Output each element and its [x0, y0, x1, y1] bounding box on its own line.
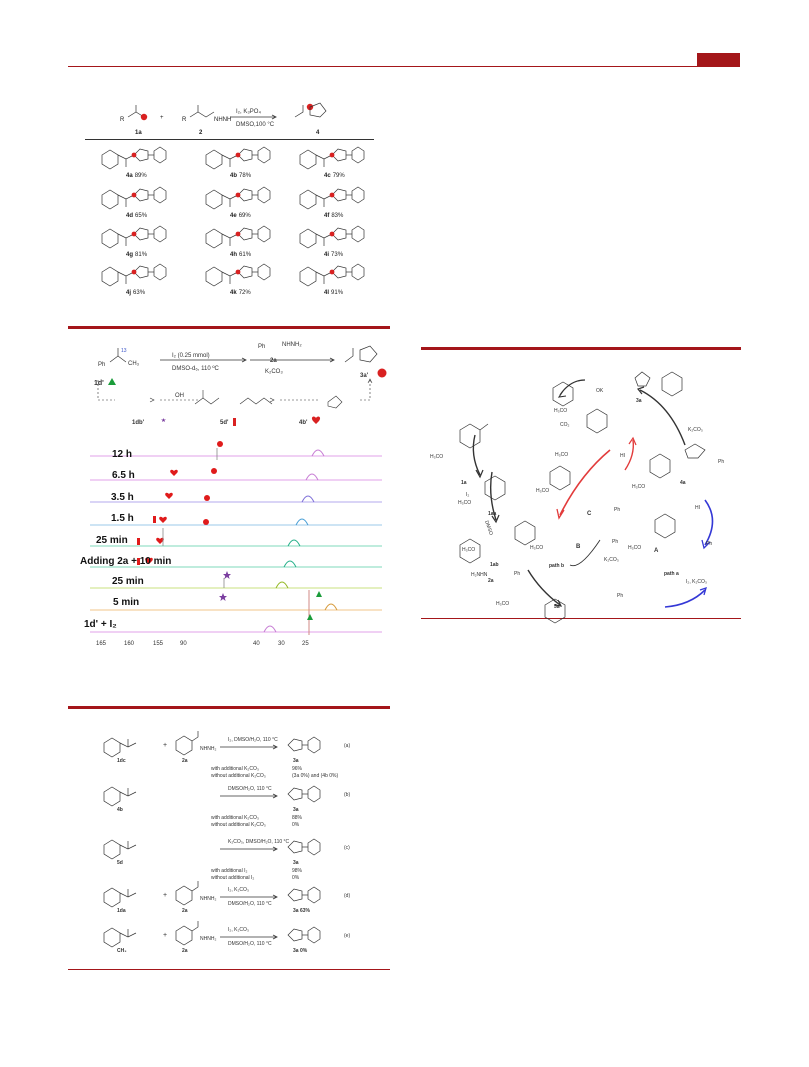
control-product-label: 3a 0%: [293, 948, 308, 954]
product-structure-icon: [196, 222, 286, 252]
control-conditions-2: DMSO/H₂O, 110 °C: [228, 941, 272, 947]
product-structure-icon: [290, 260, 380, 290]
scope-product-yield: 73%: [331, 252, 344, 258]
mech-ome-5: H₃CO: [554, 408, 568, 414]
mechanism-top-rule: [421, 347, 741, 350]
mech-label-1aa: 1aa: [488, 511, 497, 517]
control-tag: (a): [344, 743, 351, 749]
nmr-marker-circle: [204, 495, 210, 501]
nmr-int1: 1db': [132, 420, 145, 426]
scope-product-label: [324, 290, 343, 296]
control-note: with additional I₂: [211, 868, 248, 874]
scope-product-id: 4d: [126, 213, 134, 219]
control-conditions: DMSO/H₂O, 110 °C: [228, 786, 272, 792]
nmr-marker-circle: [211, 468, 217, 474]
mech-ome-2: H₃CO: [458, 500, 472, 506]
scope-product-id: 4h: [230, 252, 238, 258]
nmr-reagent-top: I₂ (0.25 mmol): [172, 353, 210, 359]
nmr-ph-1: Ph: [98, 362, 106, 368]
nmr-trace-label: 5 min: [113, 597, 140, 608]
nmr-marker-star: [223, 571, 231, 579]
nmr-hydrazide: 2a: [270, 358, 277, 364]
control-arrow-icon: [220, 894, 280, 900]
product-structure-icon: [196, 143, 286, 173]
mech-dmso: DMSO: [483, 519, 494, 537]
mech-ome-3: H₃CO: [462, 547, 476, 553]
mech-i2: I₂: [466, 492, 470, 498]
mech-label-A: A: [654, 548, 659, 554]
scope-product-yield: 78%: [239, 173, 252, 179]
scope-product-yield: 83%: [331, 213, 344, 219]
control-nhnh2: NHNH₂: [200, 896, 217, 902]
control-note: without additional K₂CO₃: [211, 822, 266, 828]
control-yield: 0%: [292, 822, 300, 828]
nmr-trace-label: 12 h: [112, 449, 133, 460]
control-note: with additional K₂CO₃: [211, 766, 259, 772]
nmr-trace: [90, 540, 382, 546]
control-reagent-label: 2a: [182, 908, 188, 914]
scope-product-label: [126, 290, 145, 296]
control-bottom-rule: [68, 969, 390, 970]
control-structure-icon: [100, 885, 160, 907]
product-structure-icon: [196, 183, 286, 213]
mech-ok: OK: [596, 388, 604, 394]
control-tag: (b): [344, 792, 351, 798]
scope-product-yield: 89%: [134, 173, 147, 179]
nmr-trace-label: 1d' + I₂: [84, 619, 117, 630]
control-tag: (c): [344, 845, 350, 851]
scope-product-yield: 65%: [135, 213, 148, 219]
control-note: without additional I₂: [211, 875, 255, 881]
control-conditions: I₂, DMSO/H₂O, 110 °C: [228, 737, 278, 743]
nmr-marker-heart: [159, 517, 167, 523]
nmr-product: 3a': [360, 373, 369, 379]
control-product-icon: [286, 782, 326, 804]
control-structure-icon: [100, 837, 160, 859]
mech-label-1a: 1a: [461, 480, 467, 486]
scheme1-r1: R: [120, 117, 125, 123]
scheme1-start-label: 1a: [135, 130, 142, 136]
nmr-marker-bar: [153, 516, 156, 523]
control-product-icon: [286, 883, 326, 905]
control-arrow-icon: [220, 846, 280, 852]
control-yield: 0%: [292, 875, 300, 881]
mech-ph-5a: Ph: [617, 593, 624, 599]
scope-product-4e: [196, 183, 286, 223]
nmr-trace-label: 25 min: [112, 576, 144, 587]
scope-product-id: 4i: [324, 252, 330, 258]
scope-product-yield: 79%: [332, 173, 345, 179]
nmr-cond-top: DMSO-d₆, 110 ºC: [172, 366, 219, 372]
control-yield: (3a 0%) and (4b 0%): [292, 773, 339, 779]
product-structure-icon: [92, 183, 182, 213]
control-arrow-icon: [220, 744, 280, 750]
control-product-label: 3a: [293, 860, 299, 866]
scope-product-label: [324, 252, 343, 258]
nmr-marker-heart: [170, 470, 178, 476]
nmr-x-tick: 165: [96, 641, 107, 647]
control-substrate-label: 1da: [117, 908, 126, 914]
mech-ome-10: H₃CO: [496, 601, 510, 607]
control-reagent-label: 2a: [182, 758, 188, 764]
scope-product-4j: [92, 260, 182, 300]
control-nhnh2: NHNH₂: [200, 936, 217, 942]
nmr-start: 1d': [94, 380, 104, 387]
nmr-trace: [90, 450, 382, 456]
nmr-marker-circle: [217, 441, 223, 447]
control-substrate-label: CH₃: [117, 948, 127, 954]
scope-product-id: 4k: [230, 290, 237, 296]
scope-product-id: 4e: [230, 213, 237, 219]
nmr-figure-top-rule: [68, 326, 390, 329]
scope-product-id: 4b: [230, 173, 238, 179]
scope-product-4d: [92, 183, 182, 223]
scope-product-4g: [92, 222, 182, 262]
nmr-trace-label: Adding 2a + 10 min: [80, 556, 172, 567]
control-plus: +: [163, 892, 168, 899]
product-structure-icon: [290, 143, 380, 173]
mech-path-a: path a: [664, 571, 679, 577]
mech-ome-8: H₃CO: [632, 484, 646, 490]
scope-product-label: [230, 173, 251, 179]
nmr-base: K₂CO₃: [265, 369, 283, 375]
nmr-marker-circle: [203, 519, 209, 525]
nmr-ph-top: Ph: [258, 344, 266, 350]
scope-product-label: [324, 213, 343, 219]
scheme1-reagent: I₂, K₃PO₄: [236, 109, 261, 115]
control-plus: +: [163, 932, 168, 939]
control-product-icon: [286, 923, 326, 945]
scheme1-conditions: DMSO,100 °C: [236, 122, 275, 128]
nmr-oh: OH: [175, 393, 184, 399]
control-product-icon: [286, 835, 326, 857]
nmr-ch3: CH₃: [128, 361, 140, 367]
nmr-x-tick: 160: [124, 641, 135, 647]
control-structure-icon: [100, 735, 160, 757]
header-rule: [68, 66, 740, 67]
product-structure-icon: [290, 183, 380, 213]
mech-label-5a: 5a: [554, 604, 560, 610]
scope-product-id: 4j: [126, 290, 132, 296]
nmr-trace-label: 6.5 h: [112, 470, 135, 481]
control-conditions: I₂, K₂CO₃: [228, 887, 249, 893]
mech-k2co3-mid: K₂CO₃: [604, 557, 619, 563]
control-conditions: I₂, K₂CO₃: [228, 927, 249, 933]
mech-label-1ab: 1ab: [490, 562, 499, 568]
control-substrate-label: 4b: [117, 807, 123, 813]
scope-product-4f: [290, 183, 380, 223]
scope-product-id: 4l: [324, 290, 330, 296]
mech-ph-2a: Ph: [514, 571, 521, 577]
scope-product-id: 4c: [324, 173, 331, 179]
control-product-label: 3a: [293, 758, 299, 764]
control-product-icon: [286, 733, 326, 755]
scope-product-label: [230, 252, 251, 258]
product-structure-icon: [92, 222, 182, 252]
scope-product-yield: 63%: [133, 290, 146, 296]
mech-i2k2co3: I₂, K₂CO₃: [686, 579, 707, 585]
scope-product-4h: [196, 222, 286, 262]
scope-product-label: [324, 173, 345, 179]
nmr-trace: [90, 519, 382, 525]
product-structure-icon: [92, 260, 182, 290]
control-conditions: K₂CO₃, DMSO/H₂O, 110 °C: [228, 839, 290, 845]
scheme1-hydrazide-label: 2: [199, 130, 203, 136]
control-product-label: 3a 63%: [293, 908, 310, 914]
nmr-trace-label: 1.5 h: [111, 513, 134, 524]
product-structure-icon: [92, 143, 182, 173]
scope-product-id: 4a: [126, 173, 133, 179]
nmr-marker-heart: [165, 493, 173, 499]
mech-ph-4a: Ph: [718, 459, 725, 465]
mech-label-C: C: [587, 511, 592, 517]
scheme1-divider: [85, 139, 374, 140]
mech-ome-7: H₃CO: [536, 488, 550, 494]
mech-k2co3-top: K₂CO₃: [688, 427, 703, 433]
mech-ome-6: H₃CO: [555, 452, 569, 458]
nmr-x-tick: 90: [180, 641, 187, 647]
scope-product-label: [230, 290, 251, 296]
header-accent-block: [697, 53, 740, 66]
control-tag: (e): [344, 933, 351, 939]
scheme1-reaction-svg: [110, 95, 380, 135]
scheme1-product-label: 4: [316, 130, 320, 136]
control-conditions-2: DMSO/H₂O, 110 °C: [228, 901, 272, 907]
mech-ph-a: Ph: [706, 541, 713, 547]
nmr-int3: 4b': [299, 420, 308, 426]
mech-label-3a: 3a: [636, 398, 642, 404]
scope-product-4l: [290, 260, 380, 300]
scope-product-4k: [196, 260, 286, 300]
control-product-label: 3a: [293, 807, 299, 813]
scope-product-label: [230, 213, 251, 219]
scope-product-4a: [92, 143, 182, 183]
mech-ome-4: H₃CO: [530, 545, 544, 551]
control-structure-icon: [100, 925, 160, 947]
scope-product-yield: 91%: [331, 290, 344, 296]
scheme1-nhnh2: NHNH: [214, 117, 232, 123]
scope-product-label: [126, 173, 147, 179]
scope-product-yield: 72%: [238, 290, 251, 296]
scheme1-plus: +: [160, 115, 164, 121]
control-arrow-icon: [220, 934, 280, 940]
nmr-x-tick: 40: [253, 641, 260, 647]
control-yield: 88%: [292, 815, 303, 821]
nmr-marker-bar: [137, 538, 140, 545]
nmr-x-tick: 30: [278, 641, 285, 647]
control-yield: 96%: [292, 766, 303, 772]
mech-label-2a: 2a: [488, 578, 494, 584]
scope-product-id: 4g: [126, 252, 134, 258]
nmr-marker-triangle: [316, 591, 322, 597]
scope-product-4c: [290, 143, 380, 183]
mech-label-4a: 4a: [680, 480, 686, 486]
control-top-rule: [68, 706, 390, 709]
control-note: with additional K₂CO₃: [211, 815, 259, 821]
scope-product-yield: 69%: [238, 213, 251, 219]
nmr-x-tick: 155: [153, 641, 164, 647]
product-structure-icon: [290, 222, 380, 252]
mech-label-B: B: [576, 544, 581, 550]
product-structure-icon: [196, 260, 286, 290]
nmr-marker-star: [219, 593, 227, 601]
control-structure-icon: [100, 784, 160, 806]
control-substrate-label: 5d: [117, 860, 123, 866]
control-yield: 98%: [292, 868, 303, 874]
control-arrow-icon: [220, 793, 280, 799]
nmr-c13-1: 13: [121, 348, 127, 354]
control-note: without additional K₂CO₃: [211, 773, 266, 779]
nmr-trace-label: 3.5 h: [111, 492, 134, 503]
nmr-nhnh2: NHNH₂: [282, 342, 302, 348]
control-plus: +: [163, 742, 168, 749]
nmr-trace: [90, 626, 382, 632]
mech-ph-c: Ph: [614, 507, 621, 513]
nmr-trace-label: 25 min: [96, 535, 128, 546]
control-reagent-label: 2a: [182, 948, 188, 954]
scheme1-r2: R: [182, 117, 187, 123]
mech-ph-b: Ph: [612, 539, 619, 545]
nmr-trace: [90, 496, 382, 502]
nmr-int2: 5d': [220, 420, 229, 426]
nmr-marker-triangle: [307, 614, 313, 620]
control-tag: (d): [344, 893, 351, 899]
scope-product-4i: [290, 222, 380, 262]
mech-ome-1: H₃CO: [430, 454, 444, 460]
mech-ome-9: H₃CO: [628, 545, 642, 551]
mech-hi-right: HI: [695, 505, 700, 511]
mech-h2nhn: H₂NHN: [471, 572, 488, 578]
scope-product-id: 4f: [324, 213, 330, 219]
mech-path-b: path b: [549, 563, 564, 569]
control-nhnh2: NHNH₂: [200, 746, 217, 752]
mech-hi-top: HI: [620, 453, 625, 459]
scope-product-label: [126, 213, 147, 219]
control-substrate-label: 1dc: [117, 758, 126, 764]
nmr-x-tick: 25: [302, 641, 309, 647]
scope-product-yield: 81%: [135, 252, 148, 258]
scope-product-4b: [196, 143, 286, 183]
scope-product-yield: 61%: [239, 252, 252, 258]
mech-co2: CO₂: [560, 422, 570, 428]
scope-product-label: [126, 252, 147, 258]
mechanism-bottom-rule: [421, 618, 741, 619]
